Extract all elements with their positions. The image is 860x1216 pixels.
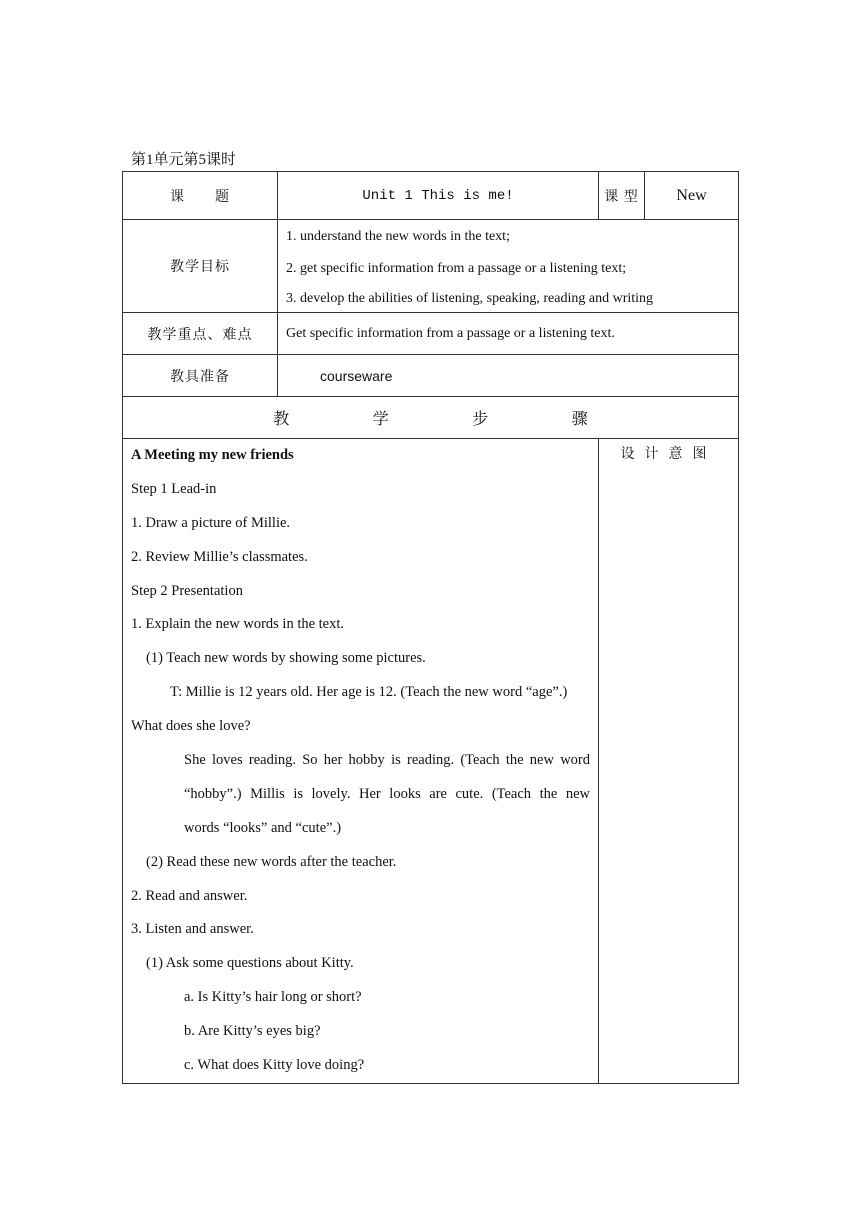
topic-label: 课 题 [123, 172, 278, 220]
objective-item: 3. develop the abilities of listening, speaking, reading and writing [286, 291, 654, 306]
steps-header-char: 学 [372, 411, 389, 428]
procedure-line: T: Millie is 12 years old. Her age is 12. (Teach the new word “age”.) [170, 684, 568, 701]
procedure-line: She loves reading. So her hobby is reading. (Teach the new word [184, 752, 591, 769]
lesson-plan-table [122, 171, 739, 1084]
key-points-value: Get specific information from a passage or a listening text. [278, 313, 739, 355]
design-intent-label: 设计意图 [599, 439, 739, 1084]
steps-header-char: 骤 [571, 411, 588, 428]
procedure-line: b. Are Kitty’s eyes big? [184, 1023, 321, 1040]
procedure-line: 1. Explain the new words in the text. [131, 616, 345, 633]
procedure-line: What does she love? [131, 718, 251, 735]
procedure-line: 3. Listen and answer. [131, 921, 254, 938]
steps-header-char: 步 [472, 411, 489, 428]
objective-item: 1. understand the new words in the text; [286, 229, 510, 244]
steps-header-row [123, 397, 739, 439]
procedure-line: 2. Read and answer. [131, 887, 248, 904]
procedure-line: (2) Read these new words after the teacher. [146, 853, 397, 870]
procedure-line: Step 1 Lead-in [131, 480, 217, 497]
procedure-line: (1) Teach new words by showing some pictures. [146, 650, 426, 667]
procedure-line: words “looks” and “cute”.) [184, 819, 342, 836]
procedure-cell [123, 439, 599, 1084]
topic-value: Unit 1 This is me! [278, 172, 599, 220]
type-value: New [645, 172, 739, 220]
procedure-line: 1. Draw a picture of Millie. [131, 514, 291, 531]
objectives-label: 教学目标 [123, 220, 278, 313]
procedure-line: 2. Review Millie’s classmates. [131, 548, 308, 565]
procedure-line: Step 2 Presentation [131, 582, 243, 599]
procedure-row [123, 439, 739, 1084]
steps-header-char: 教 [273, 411, 290, 428]
procedure-line: a. Is Kitty’s hair long or short? [184, 989, 362, 1006]
objectives-list [278, 220, 739, 313]
objective-item: 2. get specific information from a passage or a listening text; [286, 261, 627, 276]
procedure-line: (1) Ask some questions about Kitty. [146, 955, 354, 972]
lesson-heading: 第1单元第5课时 [131, 152, 237, 168]
topic-row [123, 172, 739, 220]
key-points-label: 教学重点、难点 [123, 313, 278, 355]
materials-label: 教具准备 [123, 355, 278, 397]
objectives-row [123, 220, 739, 313]
steps-header [123, 397, 739, 439]
type-label: 课 型 [599, 172, 645, 220]
section-title: A Meeting my new friends [131, 447, 294, 463]
procedure-line: c. What does Kitty love doing? [184, 1057, 365, 1074]
procedure-line: “hobby”.) Millis is lovely. Her looks are cute. (Teach the new [184, 785, 591, 802]
materials-row [123, 355, 739, 397]
key-points-row [123, 313, 739, 355]
materials-value: courseware [278, 355, 739, 397]
